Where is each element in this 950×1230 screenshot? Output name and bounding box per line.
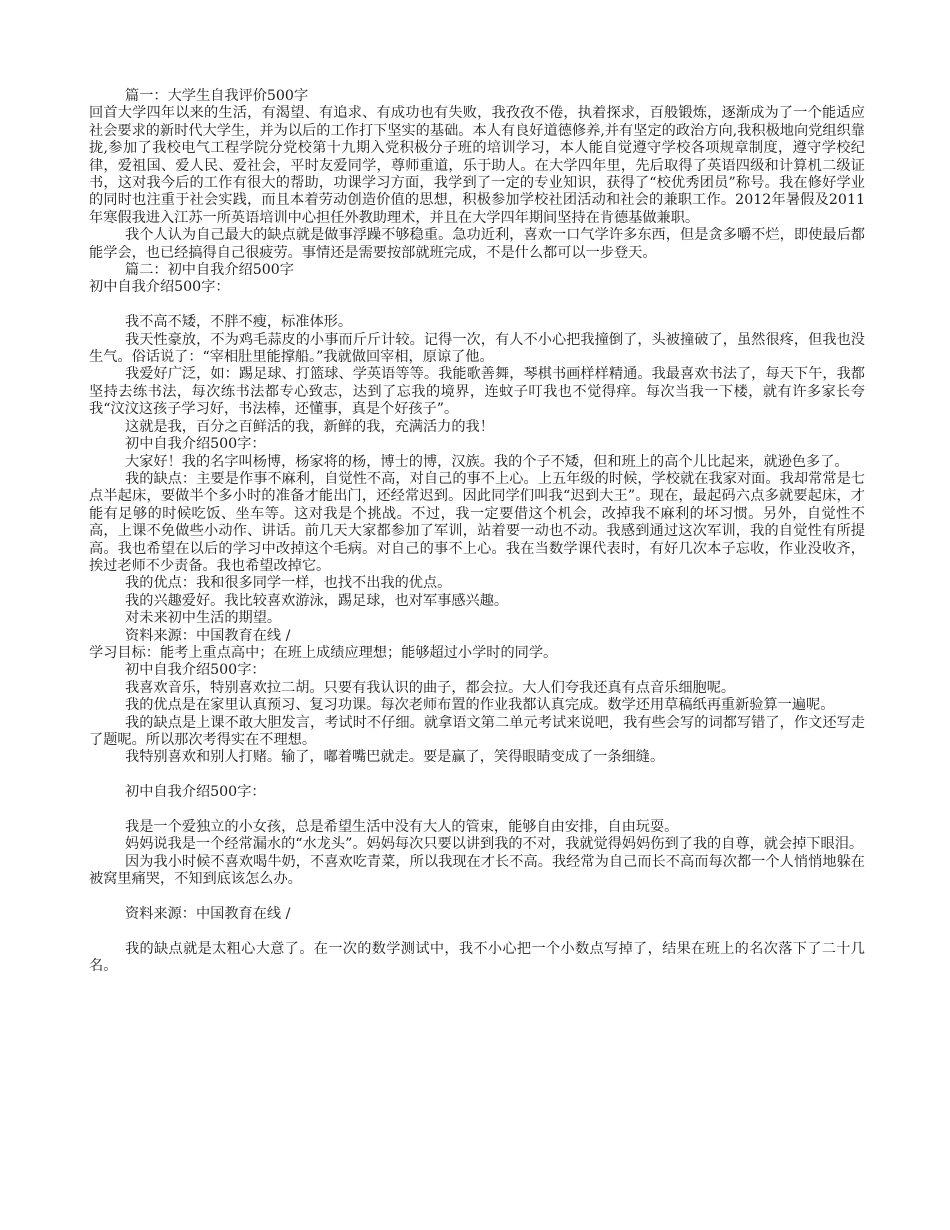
blank-line [89, 889, 865, 906]
paragraph: 回首大学四年以来的生活，有渴望、有追求、有成功也有失败，我孜孜不倦，执着探求，百般锻炼，逐渐成为了一个能适应社会要求的新时代大学生，并为以后的工作打下坚实的基础。本人有良好道德修养,并有坚定的政治方向,我积极地向党组织靠拢,参加了我校电气工程学院分党校第十九期入党积极分子班的培训学习，本人能自觉遵守学校各项规章制度，遵守学校纪律，爱祖国、爱人民、爱社会，平时友爱同学，尊师重道，乐于助人。在大学四年里，先后取得了英语四级和计算机二级证书，这对我今后的工作有很大的帮助，功课学习方面，我学到了一定的专业知识，获得了“校优秀团员”称号。我在修好学业的同时也注重于社会实践，而且本着劳动创造价值的思想，积极参加学校社团活动和社会的兼职工作。2012年暑假及2011年寒假我进入江苏一所英语培训中心担任外教助理术，并且在大学四年期间坚持在肯德基做兼职。 [89, 105, 865, 226]
paragraph: 我的优点：我和很多同学一样，也找不出我的优点。 [125, 575, 452, 592]
paragraph: 我个人认为自己最大的缺点就是做事浮躁不够稳重。急功近利，喜欢一口气学许多东西，但是贪多嚼不烂，即使最后都能学会，也已经搞得自己很疲劳。事情还是需要按部就班完成，不是什么都可以一步登天。 [89, 227, 865, 261]
document-page [89, 88, 865, 976]
paragraph: 我的缺点是上课不敢大胆发言，考试时不仔细。就拿语文第二单元考试来说吧，我有些会写的词都写错了，作文还写走了题呢。所以那次考得实在不理想。 [89, 714, 865, 749]
paragraph: 我的缺点就是太粗心大意了。在一次的数学测试中，我不小心把一个小数点写掉了，结果在班上的名次落下了二十几名。 [89, 940, 865, 975]
paragraph: 初中自我介绍500字： [125, 662, 266, 679]
paragraph: 大家好！我的名字叫杨博，杨家将的杨，博士的博，汉族。我的个子不矮，但和班上的高个儿比起来，就逊色多了。 [125, 453, 849, 470]
paragraph: 我的缺点：主要是作事不麻利，自觉性不高，对自己的事不上心。上五年级的时候，学校就在我家对面。我却常常是七点半起床，要做半个多小时的准备才能出门，还经常迟到。因此同学们叫我“迟到大王”。现在，最起码六点多就要起床，才能有足够的时候吃饭、坐车等。这对我是个挑战。不过，我一定要借这个机会，改掉我不麻利的坏习惯。另外，自觉性不高，上课不免做些小动作、讲话。前几天大家都参加了军训，站着要一动也不动。我感到通过这次军训，我的自觉性有所提高。我也希望在以后的学习中改掉这个毛病。对自己的事不上心。我在当数学课代表时，有好几次本子忘收，作业没收齐，挨过老师不少责备。我也希望改掉它。 [89, 470, 865, 574]
paragraph: 我爱好广泛，如：踢足球、打篮球、学英语等等。我能歌善舞，琴棋书画样样精通。我最喜欢书法了，每天下午，我都坚持去练书法，每次练书法都专心致志，达到了忘我的境界，连蚊子叮我也不觉得痒。每次当我一下楼，就有许多家长夸我“汶汶这孩子学习好，书法棒，还懂事，真是个好孩子”。 [89, 366, 865, 418]
paragraph: 初中自我介绍500字： [89, 279, 230, 296]
paragraph: 我的兴趣爱好。我比较喜欢游泳，踢足球，也对军事感兴趣。 [125, 592, 509, 609]
paragraph: 我的优点是在家里认真预习、复习功课。每次老师布置的作业我都认真完成。数学还用草稿纸再重新验算一遍呢。 [125, 697, 835, 714]
paragraph: 这就是我，百分之百鲜活的我，新鲜的我，充满活力的我！ [125, 418, 494, 435]
paragraph: 我特别喜欢和别人打赌。输了，嘟着嘴巴就走。要是赢了，笑得眼睛变成了一条细缝。 [125, 749, 665, 766]
paragraph: 初中自我介绍500字： [125, 784, 266, 801]
blank-line [89, 767, 865, 784]
paragraph: 资料来源：中国教育在线 / [125, 627, 291, 644]
paragraph: 我天性豪放，不为鸡毛蒜皮的小事而斤斤计较。记得一次，有人不小心把我撞倒了，头被撞破了，虽然很疼，但我也没生气。俗话说了：“宰相肚里能撑船。”我就做回宰相，原谅了他。 [89, 331, 865, 366]
blank-line [89, 297, 865, 314]
paragraph: 我是一个爱独立的小女孩，总是希望生活中没有大人的管束，能够自由安排，自由玩耍。 [125, 819, 679, 836]
blank-line [89, 802, 865, 819]
paragraph: 我不高不矮，不胖不瘦，标准体形。 [125, 314, 353, 331]
section-heading: 篇二：初中自我介绍500字 [125, 262, 294, 279]
paragraph: 初中自我介绍500字： [125, 436, 266, 453]
paragraph: 对未来初中生活的期望。 [125, 610, 282, 627]
paragraph: 因为我小时候不喜欢喝牛奶，不喜欢吃青菜，所以我现在才长不高。我经常为自己而长不高而每次都一个人悄悄地躲在被窝里痛哭，不知到底该怎么办。 [89, 853, 865, 888]
paragraph: 资料来源：中国教育在线 / [125, 906, 291, 923]
paragraph: 学习目标：能考上重点高中；在班上成绩应理想；能够超过小学时的同学。 [89, 644, 558, 661]
section-heading: 篇一：大学生自我评价500字 [125, 88, 309, 104]
blank-line [89, 923, 865, 940]
paragraph: 妈妈说我是一个经常漏水的“水龙头”。妈妈每次只要以讲到我的不对，我就觉得妈妈伤到了我的自尊，就会掉下眼泪。 [125, 836, 864, 853]
paragraph: 我喜欢音乐，特别喜欢拉二胡。只要有我认识的曲子，都会拉。大人们夸我还真有点音乐细胞呢。 [125, 679, 736, 696]
